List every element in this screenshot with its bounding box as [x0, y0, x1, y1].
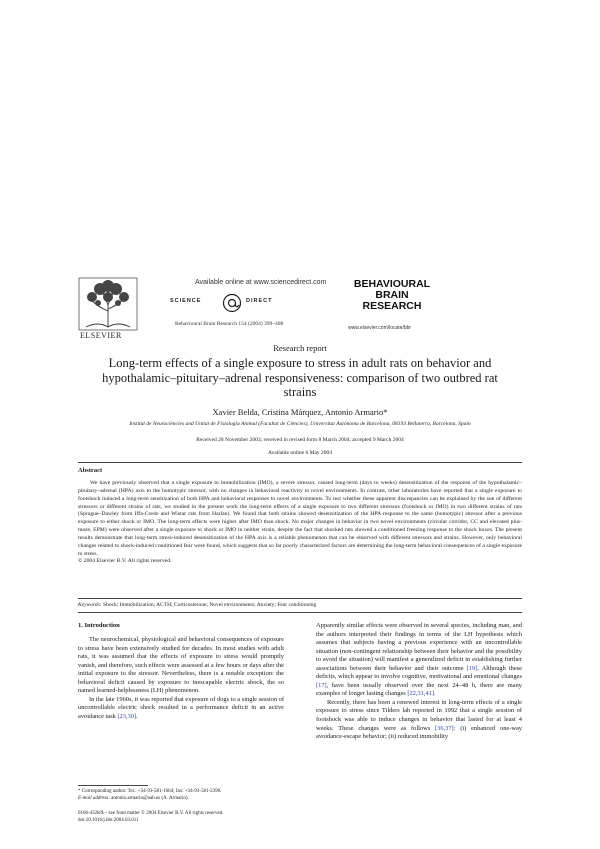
journal-logo-line-1: BEHAVIOURAL [353, 278, 431, 290]
corresponding-author: * Corresponding author. Tel.: +34-93-581-1664; fax: +34-93-581-2390. [78, 789, 222, 794]
keywords-text: Shock; Immobilization; ACTH; Corticosterone; Novel environments; Anxiety; Fear conditioning [103, 602, 317, 608]
reference-link[interactable]: [17] [316, 681, 327, 689]
keywords [78, 602, 522, 608]
divider [78, 598, 522, 599]
received-dates: Received 28 November 2003; received in revised form 8 March 2004; accepted 9 March 2004 [196, 437, 404, 443]
article-title: Long-term effects of a single exposure to stress in adult rats on behavior and hypothalamic–pituitary–adrenal responsiveness: comparison of two outbred rat strains [102, 356, 498, 399]
copyright: © 2004 Elsevier B.V. All rights reserved. [78, 558, 172, 565]
sciencedirect-right: DIRECT [246, 298, 273, 304]
sciencedirect-at-icon [221, 293, 243, 313]
sciencedirect-left: SCIENCE [170, 298, 202, 304]
reference-link[interactable]: [36,37] [435, 724, 454, 732]
divider [78, 612, 522, 613]
available-online-link[interactable]: Available online at www.sciencedirect.com [195, 279, 327, 286]
journal-logo-line-2: BRAIN [375, 289, 409, 301]
email-link[interactable]: antonio.armario@uab.es (A. Armario). [111, 796, 189, 801]
paragraph: Apparently similar effects were observed in several species, including man, and the authors interpreted their findings in terms of the LH hypothesis which assumes that subjects having a previous experience with an uncontrollable situation (non-contingent relationship between their behavior and the possibility to avoid the situation) will manifest a generalized deficit in establishing further associations between their behavior and their outcome [19]. Although these deficits, which appear to involve cognitive, motivational and emotional changes [17], have been usually observed over the next 24–48 h, there are many examples of longer lasting changes [22,31,41]. [316, 622, 523, 698]
article-type: Research report [273, 343, 327, 353]
paragraph: In the late 1960s, it was reported that exposure of dogs to a single session of uncontrollable electric shock resulted in a performance deficit in an active avoidance task [23,30]. [78, 695, 284, 720]
keywords-label: Keywords: [78, 602, 102, 608]
paragraph: Recently, there has been a renewed interest in long-term effects of a single exposure to stress since Tilders lab reported in 1992 that a single session of footshock was able to induce changes in behavior that lasted for at least 4 weeks. These changes were as follows [36,37]: (i) enhanced one-way avoidance-escape behavior; (ii) reduced immobility [316, 698, 522, 741]
online-date: Available online 6 May 2004 [267, 450, 333, 456]
footnote-divider [78, 785, 148, 786]
section-heading: 1. Introduction [78, 622, 120, 629]
elsevier-tree-logo [78, 277, 138, 337]
abstract-body [78, 480, 522, 566]
email-line [78, 795, 298, 802]
email-label: E-mail address: [78, 796, 110, 801]
reference-link[interactable]: [19] [466, 664, 478, 672]
right-column [316, 622, 522, 742]
paragraph: The neurochemical, physiological and behavioral consequences of exposure to stress have been extensively studied for decades. In most studies with adult rats, it was assumed that the effects of exposure to stress would promptly vanish, and therefore, such effects were assessed at a few hours or days after the initial exposure to the stressor. Nevertheless, there is a notable exception: the behavioral deficit caused by exposure to inescapable electric shock, the so named learned-helplessness (LH) phenomenon. [78, 636, 284, 695]
issn-block [78, 810, 223, 824]
abstract-text: We have previously observed that a single exposure to immobilization (IMO), a severe stressor, caused long-term (days to weeks) desensitization of the response of the hypothalamic–pituitary–adrenal (HPA) axis to the homotypic stressor, with no changes in behavioral reactivity to novel environments. In contrast, other laboratories have reported that a single exposure to footshock induced a long-term sensitization of both HPA and behavioral responses to novel environments. To test whether these apparent discrepancies can be explained by the use of different stressors or different strains of rats, we studied in the present work the long-term effects of a single exposure to two different stressors (footshock or IMO) in two different strains of rats (Sprague–Dawley from Iffa-Credo and Wistar rats from Harlan). We found that both strains showed desensitization of the HPA response to the same (homotypic) stressor after a previous exposure to either shock or IMO. The long-term effects were higher after IMO than shock. No major changes in behavior in two novel environments (circular corridor, CC and elevated plus-maze, EPM) were observed after a single exposure to shock or IMO in neither strain, despite the fact that shocked rats showed a conditioned freezing response to the shock boxes. The present results demonstrate that long-term stress-induced desensitization of the HPA axis is a reliable phenomenon that can be observed with different stressors and strains. However, only behavioral changes related to shock-induced conditioned fear were found, which suggests that so far poorly characterized factors are determining the long-term behavioral consequences of a single exposure to stress. [78, 480, 522, 557]
abstract-heading: Abstract [78, 467, 103, 474]
left-column [78, 636, 284, 721]
sciencedirect-logo [164, 293, 324, 313]
author-list: Xavier Belda, Cristina Márquez, Antonio Armario* [212, 407, 388, 417]
affiliation: Institut de Neurociències and Unitat de Fisiologia Animal (Facultat de Ciències), Universitat Autònoma de Barcelona, 08193 Bellaterra, Barcelona, Spain [129, 421, 471, 427]
reference-link[interactable]: [23,30] [117, 712, 137, 720]
issn-line: 0166-4328/$ – see front matter © 2004 Elsevier B.V. All rights reserved. [78, 811, 224, 816]
journal-url-link[interactable]: www.elsevier.com/locate/bbr [348, 325, 412, 331]
journal-citation: Behavioural Brain Research 154 (2004) 399–408 [175, 321, 284, 327]
reference-link[interactable]: [22,31,41] [407, 690, 435, 698]
publisher-name: ELSEVIER [80, 331, 122, 340]
journal-logo [342, 279, 442, 312]
journal-logo-line-3: RESEARCH [362, 300, 422, 312]
doi-link[interactable]: doi:10.1016/j.bbr.2004.03.011 [78, 818, 139, 823]
divider [78, 462, 522, 463]
footnote [78, 788, 298, 802]
